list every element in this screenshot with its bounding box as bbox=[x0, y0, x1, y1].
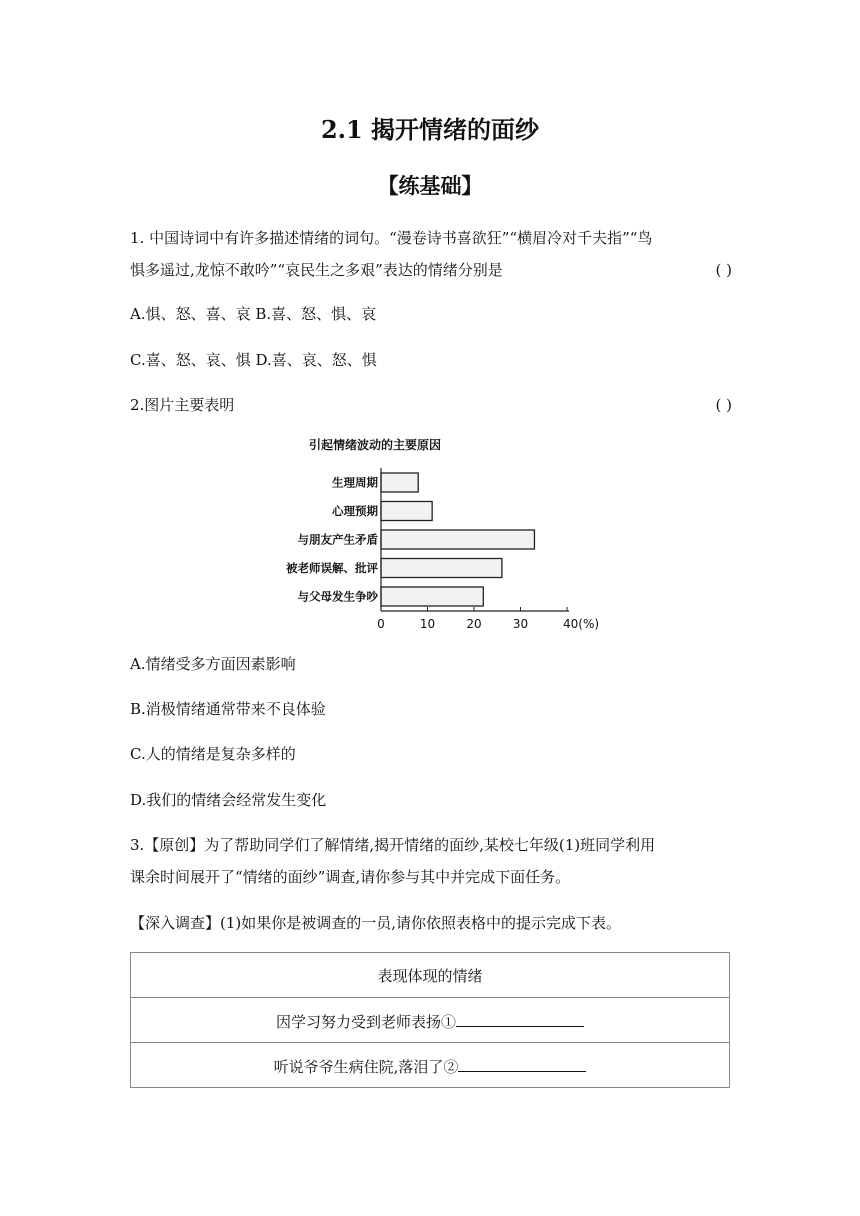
section-heading: 【练基础】 bbox=[377, 173, 483, 198]
category-label: 与父母发生争吵 bbox=[297, 589, 378, 604]
category-label: 被老师误解、批评 bbox=[286, 561, 378, 575]
table-row-1-text: 因学习努力受到老师表扬① bbox=[275, 1012, 456, 1031]
chart-bar bbox=[381, 530, 534, 549]
answer-blank-2[interactable] bbox=[458, 1054, 586, 1072]
question-1-answer-paren: ( ) bbox=[715, 261, 732, 279]
category-label: 与朋友产生矛盾 bbox=[297, 532, 378, 547]
question-1-options-cd: C.喜、怒、哀、惧 D.喜、哀、怒、惧 bbox=[130, 351, 377, 369]
question-2-answer-paren: ( ) bbox=[715, 396, 732, 414]
chart-bar bbox=[381, 473, 418, 492]
x-tick-label: 40(%) bbox=[563, 617, 600, 631]
table-row bbox=[131, 1043, 730, 1088]
chart-bar bbox=[381, 587, 483, 606]
x-tick-label: 10 bbox=[419, 617, 436, 631]
table-row bbox=[131, 998, 730, 1043]
category-label: 心理预期 bbox=[332, 504, 378, 518]
question-3-line-2: 课余时间展开了“情绪的面纱”调查,请你参与其中并完成下面任务。 bbox=[130, 868, 571, 886]
question-1-line-2: 惧多遥过,龙惊不敢吟”“哀民生之多艰”表达的情绪分别是 bbox=[130, 261, 503, 279]
question-1-options-ab: A.惧、怒、喜、哀 B.喜、怒、惧、哀 bbox=[130, 305, 377, 323]
chart-bar bbox=[381, 502, 432, 521]
x-tick-label: 0 bbox=[377, 617, 385, 631]
question-2-option-b: B.消极情绪通常带来不良体验 bbox=[130, 700, 326, 718]
question-2-stem: 2.图片主要表明 bbox=[130, 396, 235, 414]
question-2-option-c: C.人的情绪是复杂多样的 bbox=[130, 745, 296, 763]
answer-blank-1[interactable] bbox=[456, 1009, 584, 1027]
question-2-option-a: A.情绪受多方面因素影响 bbox=[130, 655, 296, 673]
chart-bar bbox=[381, 559, 502, 578]
page-title: 2.1 揭开情绪的面纱 bbox=[320, 115, 540, 144]
category-label: 生理周期 bbox=[332, 475, 378, 490]
question-2-option-d: D.我们的情绪会经常发生变化 bbox=[130, 791, 327, 809]
table-header: 表现体现的情绪 bbox=[131, 953, 730, 998]
question-1-line-1: 1. 中国诗词中有许多描述情绪的词句。“漫卷诗书喜欲狂”“横眉冷对千夫指”“鸟 bbox=[130, 229, 653, 247]
chart-title: 引起情绪波动的主要原因 bbox=[308, 438, 442, 452]
table-row-2-text: 听说爷爷生病住院,落泪了② bbox=[273, 1057, 459, 1076]
bar-chart bbox=[250, 430, 610, 635]
x-tick-label: 30 bbox=[512, 617, 529, 631]
question-3-line-1: 3.【原创】为了帮助同学们了解情绪,揭开情绪的面纱,某校七年级(1)班同学利用 bbox=[130, 836, 656, 854]
question-3-task: 【深入调查】(1)如果你是被调查的一员,请你依照表格中的提示完成下表。 bbox=[130, 914, 622, 932]
survey-table bbox=[130, 952, 730, 1088]
x-tick-label: 20 bbox=[466, 617, 482, 631]
